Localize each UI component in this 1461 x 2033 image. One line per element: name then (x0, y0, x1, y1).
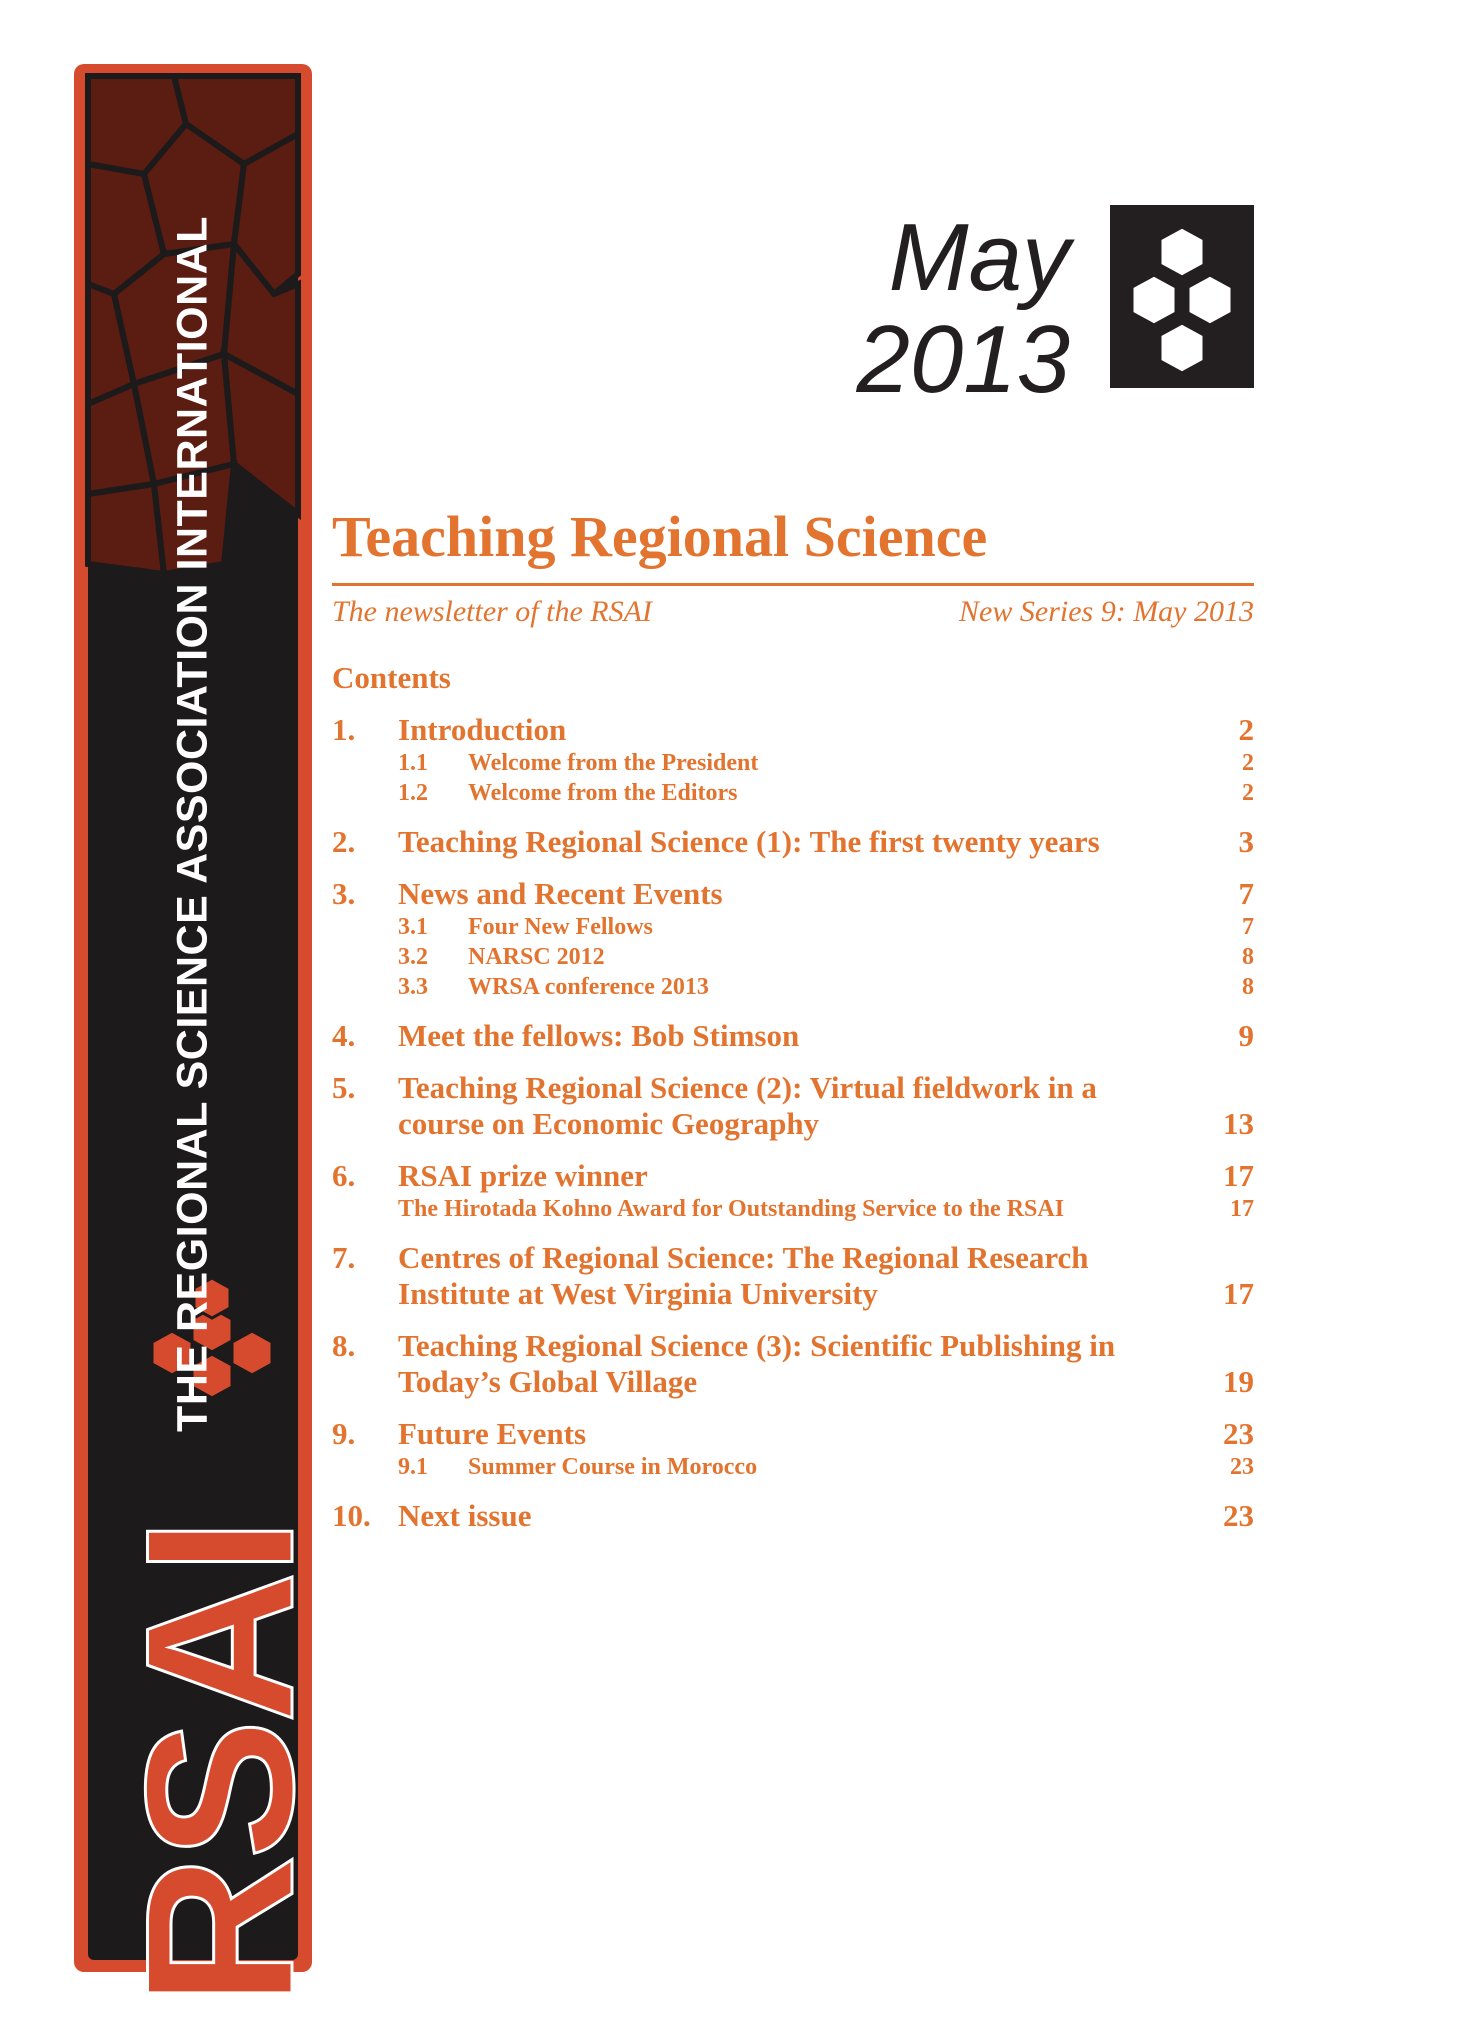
toc-entry-row (332, 1106, 1254, 1142)
toc-entry-page: 17 (1223, 1276, 1254, 1311)
toc-entry-page: 3 (1238, 824, 1254, 859)
toc-entry-title[interactable]: Future Events (398, 1416, 587, 1451)
toc-entry-number: 7. (332, 1240, 356, 1275)
newsletter-title: Teaching Regional Science (332, 504, 988, 569)
toc-entry-row (332, 1364, 1254, 1400)
toc-entry-number: 1. (332, 712, 356, 747)
toc-subentry-page: 17 (1230, 1196, 1254, 1222)
issue-month: May (888, 204, 1070, 311)
toc-spacer (332, 1482, 1254, 1498)
toc-subentry[interactable] (332, 912, 1254, 942)
toc-entry-title[interactable]: Introduction (398, 712, 567, 747)
toc-subentry[interactable] (332, 1452, 1254, 1482)
toc-subentry-title: Four New Fellows (468, 914, 653, 940)
toc-entry-row (332, 1070, 1254, 1106)
toc-subentry-number: 1.2 (398, 780, 428, 806)
toc-entry[interactable] (332, 712, 1254, 808)
toc-entry[interactable] (332, 1070, 1254, 1142)
toc-entry[interactable] (332, 1018, 1254, 1054)
toc-entry-page: 13 (1223, 1106, 1254, 1141)
toc-entry-title[interactable]: Teaching Regional Science (2): Virtual fieldwork in a (398, 1070, 1097, 1105)
toc-spacer (332, 1002, 1254, 1018)
toc-entry-row (332, 1240, 1254, 1276)
toc-entry-row (332, 1416, 1254, 1452)
toc-entry-page: 7 (1238, 876, 1254, 911)
toc-spacer (332, 1142, 1254, 1158)
toc-entry[interactable] (332, 876, 1254, 1002)
toc-entry-title[interactable]: RSAI prize winner (398, 1158, 648, 1193)
series-label: New Series 9: May 2013 (959, 595, 1254, 628)
toc-spacer (332, 1400, 1254, 1416)
toc-spacer (332, 860, 1254, 876)
toc-entry-page: 23 (1223, 1416, 1254, 1451)
toc-entry-row (332, 1328, 1254, 1364)
toc-subentry-title: The Hirotada Kohno Award for Outstanding Service to the RSAI (398, 1196, 1065, 1222)
toc-entry-page: 9 (1238, 1018, 1254, 1053)
toc-entry[interactable] (332, 1240, 1254, 1312)
toc-subentry[interactable] (332, 942, 1254, 972)
toc-entry-title[interactable]: Teaching Regional Science (1): The first twenty years (398, 824, 1100, 859)
toc-subentry-page: 8 (1242, 974, 1254, 1000)
toc-entry-row (332, 712, 1254, 748)
toc-entry-number: 8. (332, 1328, 356, 1363)
toc-entry-number: 2. (332, 824, 356, 859)
toc-entry-row (332, 876, 1254, 912)
organization-name: THE REGIONAL SCIENCE ASSOCIATION INTERNATIONAL (168, 216, 217, 1432)
toc-entry-number: 10. (332, 1498, 371, 1533)
toc-entry[interactable] (332, 1158, 1254, 1224)
toc-spacer (332, 1054, 1254, 1070)
toc-entry-page: 2 (1238, 712, 1254, 747)
hexagon-box-icon (1110, 205, 1254, 388)
toc-entry-title[interactable]: Today’s Global Village (398, 1364, 698, 1399)
toc-subentry-number: 3.2 (398, 944, 428, 970)
toc-entry-title[interactable]: Meet the fellows: Bob Stimson (398, 1018, 800, 1053)
toc-subentry-title: Summer Course in Morocco (468, 1454, 758, 1480)
toc-entry-row (332, 1018, 1254, 1054)
toc-spacer (332, 808, 1254, 824)
toc-entry-title[interactable]: Next issue (398, 1498, 532, 1533)
toc-entry[interactable] (332, 1498, 1254, 1534)
toc-subentry-title: Welcome from the Editors (468, 780, 738, 806)
toc-entry-title[interactable]: Institute at West Virginia University (398, 1276, 878, 1311)
toc-subentry-page: 23 (1230, 1454, 1254, 1480)
title-divider (332, 583, 1254, 586)
toc-entry[interactable] (332, 1328, 1254, 1400)
rsai-banner (74, 64, 337, 2007)
toc-subentry-page: 2 (1242, 750, 1254, 776)
toc-entry-row (332, 1498, 1254, 1534)
toc-subentry-number: 1.1 (398, 750, 428, 776)
toc-entry-page: 17 (1223, 1158, 1254, 1193)
toc-spacer (332, 1224, 1254, 1240)
rsai-logo: RSAI (102, 1521, 337, 2007)
toc-entry-number: 3. (332, 876, 356, 911)
toc-subentry-title: Welcome from the President (468, 750, 759, 776)
toc-entry-number: 5. (332, 1070, 356, 1105)
toc-entry-row (332, 824, 1254, 860)
toc-subentry-number: 3.3 (398, 974, 428, 1000)
toc-subentry-title: NARSC 2012 (468, 944, 605, 970)
toc-entry[interactable] (332, 1416, 1254, 1482)
toc-entry-page: 19 (1223, 1364, 1254, 1399)
newsletter-subtitle: The newsletter of the RSAI (332, 595, 652, 628)
toc-subentry-number: 9.1 (398, 1454, 428, 1480)
table-of-contents (332, 712, 1254, 1534)
toc-entry-title[interactable]: course on Economic Geography (398, 1106, 820, 1141)
toc-subentry-page: 2 (1242, 780, 1254, 806)
toc-entry-title[interactable]: News and Recent Events (398, 876, 723, 911)
toc-subentry[interactable] (332, 1194, 1254, 1224)
toc-entry-title[interactable]: Centres of Regional Science: The Regional Research (398, 1240, 1089, 1275)
toc-entry-number: 4. (332, 1018, 356, 1053)
toc-subentry[interactable] (332, 972, 1254, 1002)
toc-spacer (332, 1312, 1254, 1328)
toc-entry-row (332, 1276, 1254, 1312)
contents-heading: Contents (332, 660, 451, 695)
toc-subentry[interactable] (332, 778, 1254, 808)
toc-entry-number: 6. (332, 1158, 356, 1193)
toc-entry-page: 23 (1223, 1498, 1254, 1533)
toc-entry-row (332, 1158, 1254, 1194)
toc-subentry-title: WRSA conference 2013 (468, 974, 709, 1000)
toc-subentry-page: 8 (1242, 944, 1254, 970)
toc-entry-title[interactable]: Teaching Regional Science (3): Scientific Publishing in (398, 1328, 1116, 1363)
issue-year: 2013 (856, 306, 1070, 413)
toc-subentry[interactable] (332, 748, 1254, 778)
toc-entry[interactable] (332, 824, 1254, 860)
toc-entry-number: 9. (332, 1416, 356, 1451)
toc-subentry-page: 7 (1242, 914, 1254, 940)
toc-subentry-number: 3.1 (398, 914, 428, 940)
